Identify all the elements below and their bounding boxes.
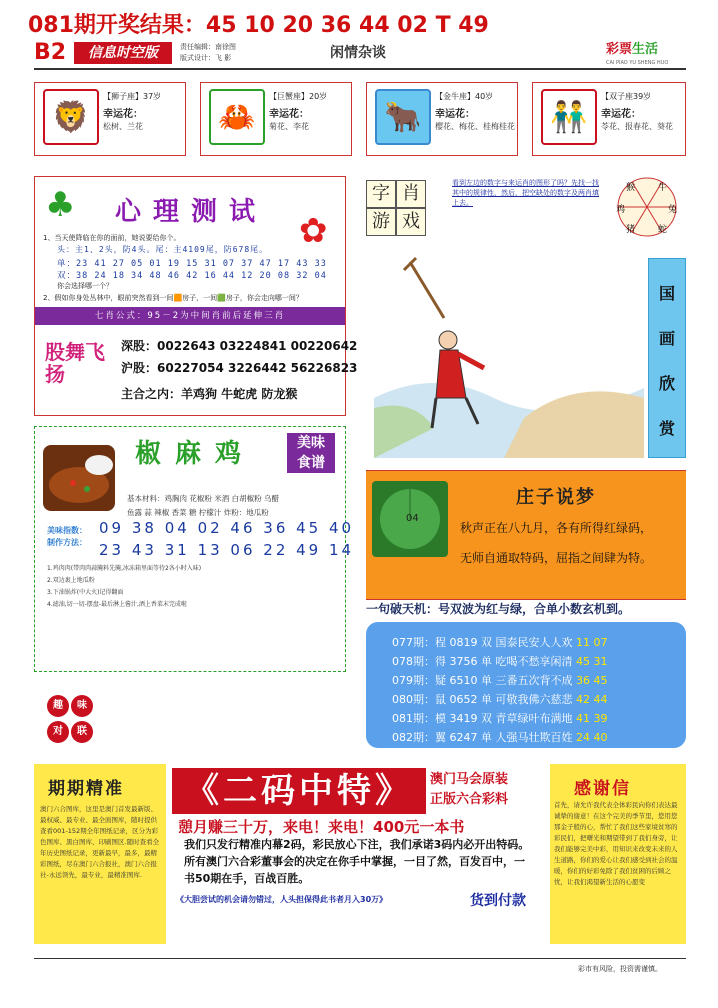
paper-logo: 信息时空版 [74,42,172,64]
ad-footnote: 《大胆尝试的机会请勿错过，人头担保得此书者月入30万》 [176,895,388,904]
issue-parity: 单 [481,693,492,706]
page-number: B2 [34,40,67,65]
issue-no: 082期： [392,731,435,744]
issue-code: 3756 [449,655,478,668]
lucky-label: 幸运花： [601,109,641,120]
badge-line: 食谱 [297,455,325,471]
recipe-step: 1.鸡肉肉(带肉肉蒜腌料先腌,冰冻箱里面等待2各小时入味) [47,565,202,572]
history-row [392,729,608,745]
puzzle-char: 戏 [396,208,426,236]
zodiac-card-gemini [532,82,686,156]
issue-code: 0819 [449,636,478,649]
issue-numbers: 45 31 [576,655,608,668]
issue-code: 3419 [449,712,478,725]
ad-slogan: 憩月赚三十万，来电！来电！400元一本书 [178,818,465,836]
zhuangzi-line-1: 秋声正在八九月，各有所得红绿码， [460,521,653,535]
issue-no: 081期： [392,712,435,725]
issue-no: 079期： [392,674,435,687]
ad-accurate [34,764,166,944]
shenzhen-stocks: 深股：0022643 03224841 00220642 [121,339,358,353]
puzzle-char: 字 [366,180,396,208]
painting-graphic [374,248,644,458]
zodiac-sign: 【双子座39岁 [601,92,652,101]
ad-macau [430,770,508,810]
history-row [392,672,608,688]
clover-icon: ♣ [45,185,76,225]
recipe-numbers-row-1: 09 38 04 02 46 36 45 40 [99,519,355,537]
issue-code: 6247 [449,731,478,744]
wheel-label: 兔 [668,205,678,215]
main-zodiacs: 主合之内：羊鸡狗 牛蛇虎 防龙猴 [121,387,298,401]
zodiac-card-taurus [366,82,518,156]
zodiac-word-puzzle [366,176,462,238]
brand-subtitle: CAI PIAO YU SHENG HUO [606,60,669,66]
question-2: 2、假如你身处丛林中，眼前突然看到一间🟧房子，一间🟩房子，你会走向哪一间？ [43,294,303,302]
score-label: 美味指数： [47,526,87,535]
history-results-panel [366,622,686,748]
issue-code: 6510 [449,674,478,687]
odd-numbers-row: 单：23 41 27 05 01 19 15 31 07 37 47 17 43 33 [57,259,327,269]
issue-no: 080期： [392,693,435,706]
history-row [392,691,608,707]
issue-numbers: 36 45 [576,674,608,687]
issue-verse: 人强马壮欺百姓 [495,731,573,744]
issue-verse: 吃喝不愁享闲清 [495,655,573,668]
ad-big-title: 《二码中特》 [172,768,426,814]
zodiac-sign: 【巨蟹座】20岁 [269,92,328,101]
guohua-char: 国 [658,284,675,303]
brand-part-a: 彩票 [606,42,633,57]
lucky-label: 幸运花： [435,109,475,120]
ad-accurate-text: 澳门六合图库，这里是澳门首发最新版、最权威、最专业、最全面图库，随时提供查看001-152期全年图纸记录，区分为彩色图库、黑白图库、印刷图区.随时查看全年历史图纸记录，更新最早，最多，最精彩图纸，尽在澳门六合报社，澳门六合报社-永远领先，最专业，最精准图库. [40,805,160,879]
issue-code: 0652 [449,693,478,706]
recipe-badge [287,433,335,473]
history-row [392,653,608,669]
footer-rule [34,958,686,959]
couplet-lantern: 联 [71,721,93,743]
thanks-title: 感谢信 [574,779,631,799]
puzzle-hint: 看到左边的数字与来运肖的图形了吗？先找一找其中的规律性，然后，把空缺处的数字及两肖填上去。 [452,179,599,207]
lion-icon: 🦁 [43,89,99,145]
wheel-label: 蛇 [658,225,668,235]
designer-line: 版式设计：飞 影 [180,54,232,62]
draw-result-line: 081期开奖结果：45 10 20 36 44 02 T 49 [28,13,489,38]
issue-char: 程 [435,636,446,649]
cash-on-delivery: 货到付款 [470,893,526,909]
recipe-step: 4.滤油,切一切-摆盘-最后淋上酱汁,洒上香菜末完成啦 [47,601,187,608]
zodiac-wheel [610,176,684,238]
zodiac-card-leo [34,82,186,156]
lucky-flowers: 松树、兰花 [103,122,143,131]
guohua-vertical-title [648,258,686,458]
badge-line: 美味 [297,435,325,451]
lucky-flowers: 樱花、梅花、桂梅桂花 [435,122,515,131]
issue-parity: 双 [481,636,492,649]
zhuangzi-title: 庄子说梦 [516,487,596,508]
couplet-lantern: 趣 [47,695,69,717]
recipe-step: 3.下油锅炸(中大火)记得翻面 [47,589,124,596]
ad-body: 我们只发行精准内幕2码，彩民放心下注，我们承诺3码内必开出特码。所有澳门六合彩董事会的决定在你手中掌握，一目了然，百发百中，一书50期在手，百战百胜。 [184,838,530,885]
wheel-label: 猪 [626,225,636,235]
ad-two-codes [168,764,548,944]
wheel-label: 牛 [658,183,668,193]
ad-thanks-letter [550,764,686,944]
flower-icon: ✿ [299,211,328,251]
couplet-lantern: 味 [71,695,93,717]
wheel-label: 鸡 [616,205,626,215]
issue-char: 得 [435,655,446,668]
header-rule [34,68,686,70]
ad-accurate-title: 期期精准 [48,779,124,799]
issue-verse: 国泰民安人人欢 [495,636,573,649]
shanghai-stocks: 沪股：60227054 3226442 56226823 [121,361,358,375]
thanks-text: 首先，请允许我代表全体彩民向你们表达最诚挚的谢意！在这个完美的季节里，您用您那金子般的心，帮忙了我们这些家境贫寒的彩民们，把曙光和期望带到了我们身旁，让我们能够完美中彩，用知识来改变未来的人生道路，你们的爱心让我们感受到社会的温暖，你们的好彩免除了我们贫困的后顾之忧，让我们渴望新生活的心愿变 [554,801,678,886]
ingredients-line-1: 基本材料：鸡胸肉 花椒粉 米酒 白胡椒粉 乌醋 [127,494,280,503]
issue-parity: 单 [481,674,492,687]
formula-bar: 七肖公式：95－2为中间肖前后延伸三肖 [35,307,345,325]
recipe-title: 椒麻鸡 [135,439,256,469]
couplet-lantern: 对 [47,721,69,743]
guohua-char: 欣 [658,374,675,393]
guohua-char: 画 [658,329,675,348]
wheel-label: 猴 [626,183,636,193]
question-1: 1、当天使降临在你的面前，她说要给你个。 [43,234,181,242]
recipe-step: 2.双边裹上地瓜粉 [47,577,95,584]
macau-line: 澳门马会原装 [430,772,509,787]
issue-parity: 单 [481,655,492,668]
issue-char: 鼠 [435,693,446,706]
puzzle-char: 游 [366,208,396,236]
history-row [392,634,608,650]
bull-icon: 🐂 [375,89,431,145]
psych-test-panel [34,176,358,416]
issue-no: 077期： [392,636,435,649]
lucky-label: 幸运花： [269,109,309,120]
issue-char: 翼 [435,731,446,744]
method-label: 制作方法： [47,538,87,547]
issue-parity: 单 [481,731,492,744]
recipe-panel [34,426,355,737]
issue-char: 模 [435,712,446,725]
issue-numbers: 24 40 [576,731,608,744]
guohua-char: 赏 [658,419,675,438]
zhuangzi-panel [366,470,686,600]
psych-title: 心理测试 [115,197,268,227]
even-numbers-row: 双：38 24 18 34 48 46 42 16 44 12 20 08 32 04 [57,271,327,281]
issue-numbers: 42 44 [576,693,608,706]
riddle-line: 一句破天机：号双波为红与绿，合单小数玄机到。 [366,602,631,616]
issue-verse: 可敬我佛六慈悲 [495,693,573,706]
issue-no: 078期： [392,655,435,668]
editor-line: 责任编辑：南徐图 [180,43,236,51]
zodiac-card-cancer [200,82,352,156]
macau-line: 正版六合彩料 [430,792,509,807]
issue-numbers: 11 07 [576,636,608,649]
ingredients-line-2: 鱼露 蒜 辣椒 香菜 糖 柠檬汁 炸粉：地瓜粉 [127,508,269,517]
leaf-number: 04 [406,513,419,524]
brand-part-b: 生活 [632,42,659,57]
lucky-label: 幸运花： [103,109,143,120]
zodiac-sign: 【狮子座】37岁 [103,92,162,101]
issue-verse: 三番五次背不成 [495,674,573,687]
zodiac-sign: 【金牛座】40岁 [435,92,494,101]
issue-numbers: 41 39 [576,712,608,725]
section-title: 闲情杂谈 [330,45,386,61]
lucky-flowers: 苓花、报春花、葵花 [601,122,673,131]
issue-verse: 青草绿叶布满地 [495,712,573,725]
stock-logo: 股舞飞扬 [45,340,105,386]
lucky-flowers: 菊花、李花 [269,122,309,131]
issue-char: 疑 [435,674,446,687]
puzzle-char: 肖 [396,180,426,208]
head-tail-line: 头：主1、2头，防4头。尾：主4109尾，防678尾。 [57,245,269,254]
crab-icon: 🦀 [209,89,265,145]
ink-painting [374,248,644,458]
history-row [392,710,608,726]
recipe-numbers-row-2: 23 43 31 13 06 22 49 14 [99,541,355,559]
edit-info [180,42,236,64]
wheel-graphic [610,176,684,238]
zhuangzi-line-2: 无师自通取特码，屈指之间肆为特。 [460,551,653,565]
issue-parity: 双 [481,712,492,725]
risk-warning: 彩市有风险，投资需谨慎。 [578,965,662,973]
dish-graphic [43,445,115,511]
twins-icon: 👬 [541,89,597,145]
dish-photo [43,445,115,511]
question-1-end: 你会选择哪一个？ [57,282,113,290]
